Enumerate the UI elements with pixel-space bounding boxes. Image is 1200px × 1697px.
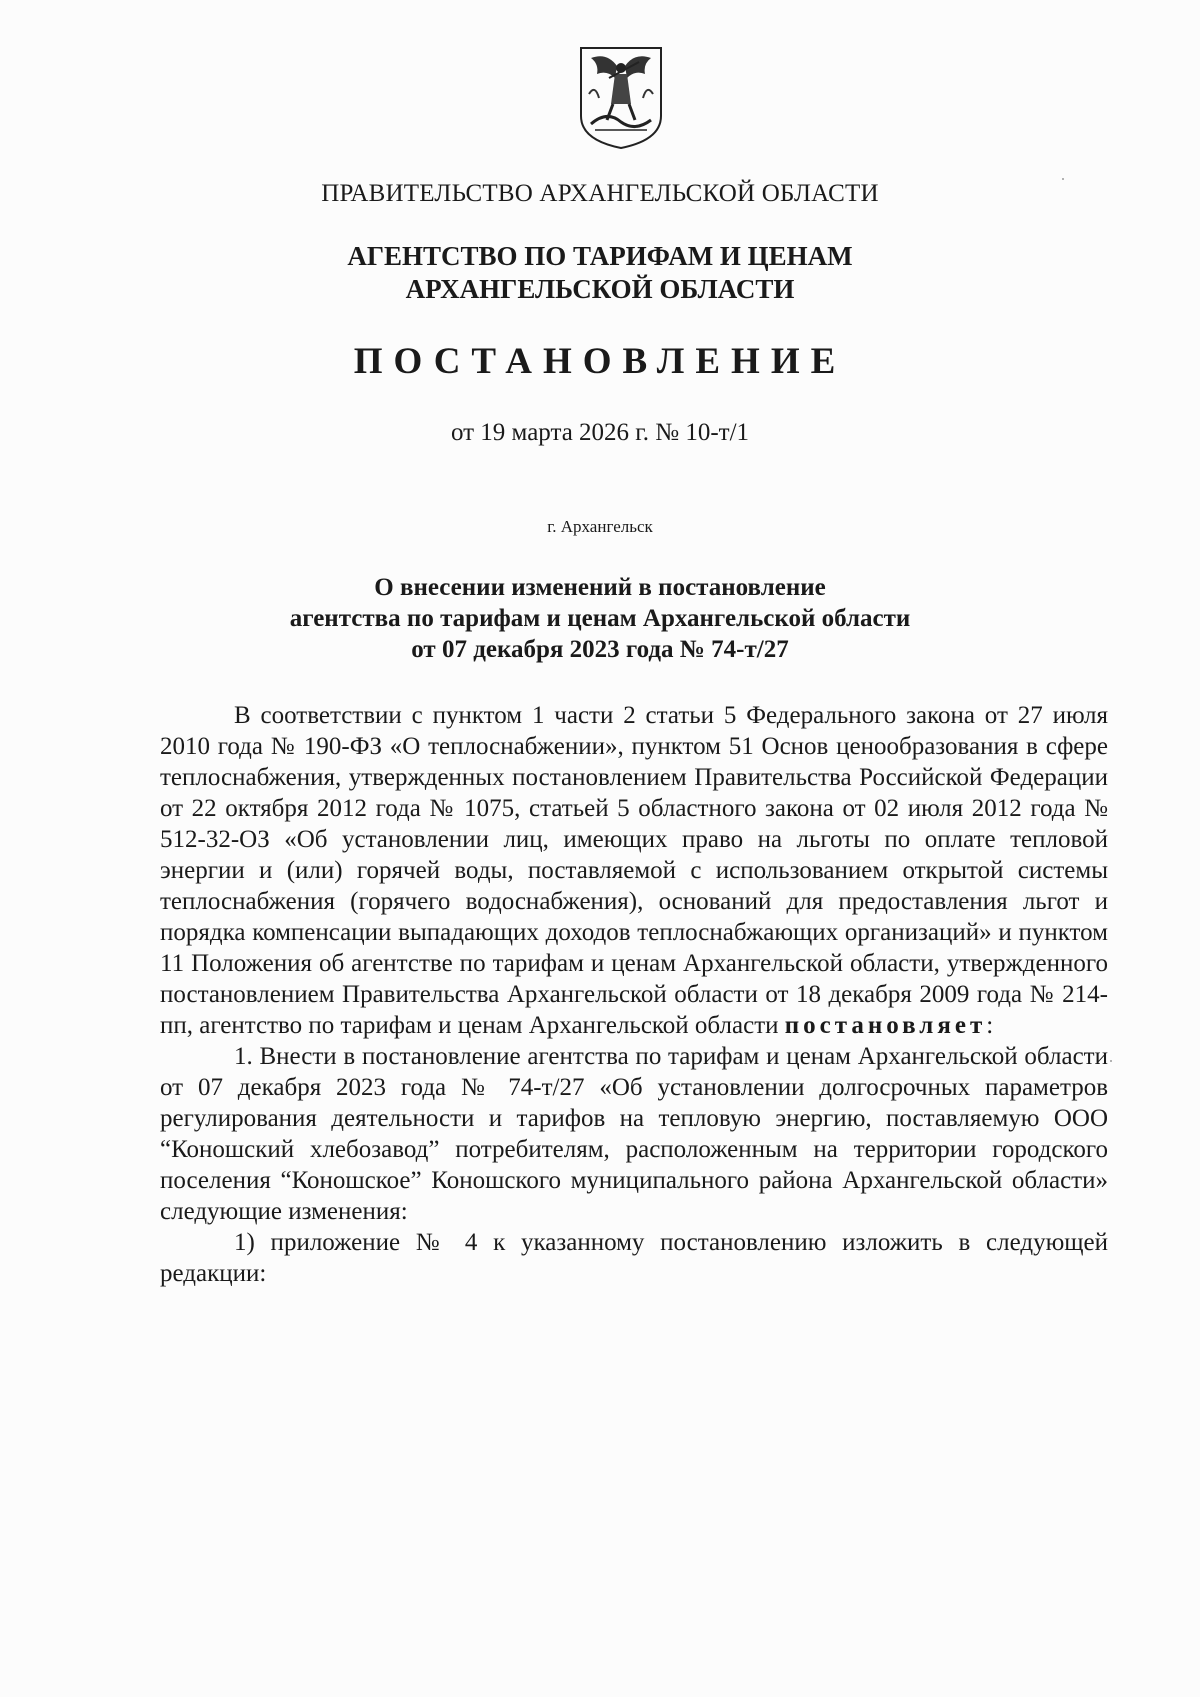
preamble-text: В соответствии с пунктом 1 части 2 статьи 5 Федерального закона от 27 июля 2010 года № 190-ФЗ «О теплоснабжении», пунктом 51 Основ ценообразования в сфере теплоснабжения, утвержденных постановлением Правительства Российской Федерации от 22 октября 2012 года № 1075, статьей 5 областного закона от 02 июля 2012 года № 512-32-ОЗ «Об установлении лиц, имеющих право на льготы по оплате тепловой энергии и (или) горячей воды, поставляемой с использованием открытой системы теплоснабжения (горячего водоснабжения), оснований для предоставления льгот и порядка компенсации выпадающих доходов теплоснабжающих организаций» и пунктом 11 Положения об агентстве по тарифам и ценам Архангельской области, утвержденного постановлением Правительства Архангельской области от 18 декабря 2009 года № 214-пп, агентство по тарифам и ценам Архангельской области: [160, 702, 1108, 1039]
subject-line-1: О внесении изменений в постановление: [374, 574, 826, 601]
scan-speck: [1062, 178, 1064, 180]
government-name: ПРАВИТЕЛЬСТВО АРХАНГЕЛЬСКОЙ ОБЛАСТИ: [321, 180, 879, 207]
subject-line-3: от 07 декабря 2023 года № 74-т/27: [411, 636, 789, 663]
agency-name-line-1: АГЕНТСТВО ПО ТАРИФАМ И ЦЕНАМ: [347, 241, 853, 271]
document-type-title: ПОСТАНОВЛЕНИЕ: [353, 341, 847, 382]
decree-word: постановляет: [784, 1012, 987, 1039]
document-city: г. Архангельск: [547, 517, 653, 536]
document-subject: [0, 572, 1200, 665]
preamble-paragraph: [160, 700, 1108, 1041]
subject-line-2: агентства по тарифам и ценам Архангельской области: [289, 605, 911, 632]
document-body: [160, 700, 1108, 1289]
agency-name: [0, 240, 1200, 306]
document-date-number: от 19 марта 2026 г. № 10-т/1: [450, 419, 750, 446]
scan-speck: [1110, 1060, 1112, 1062]
item-1-paragraph: 1. Внести в постановление агентства по тарифам и ценам Архангельской области от 07 декабря 2023 года № 74-т/27 «Об установлении долгосрочных параметров регулирования деятельности и тарифов на тепловую энергию, поставляемую ООО “Коношский хлебозавод” потребителям, расположенным на территории городского поселения “Коношское” Коношского муниципального района Архангельской области» следующие изменения:: [160, 1043, 1108, 1225]
item-1-1-paragraph: 1) приложение № 4 к указанному постановлению изложить в следующей редакции:: [160, 1229, 1108, 1287]
decree-colon: :: [986, 1012, 994, 1039]
agency-name-line-2: АРХАНГЕЛЬСКОЙ ОБЛАСТИ: [405, 274, 795, 304]
coat-of-arms-emblem: [577, 44, 665, 151]
